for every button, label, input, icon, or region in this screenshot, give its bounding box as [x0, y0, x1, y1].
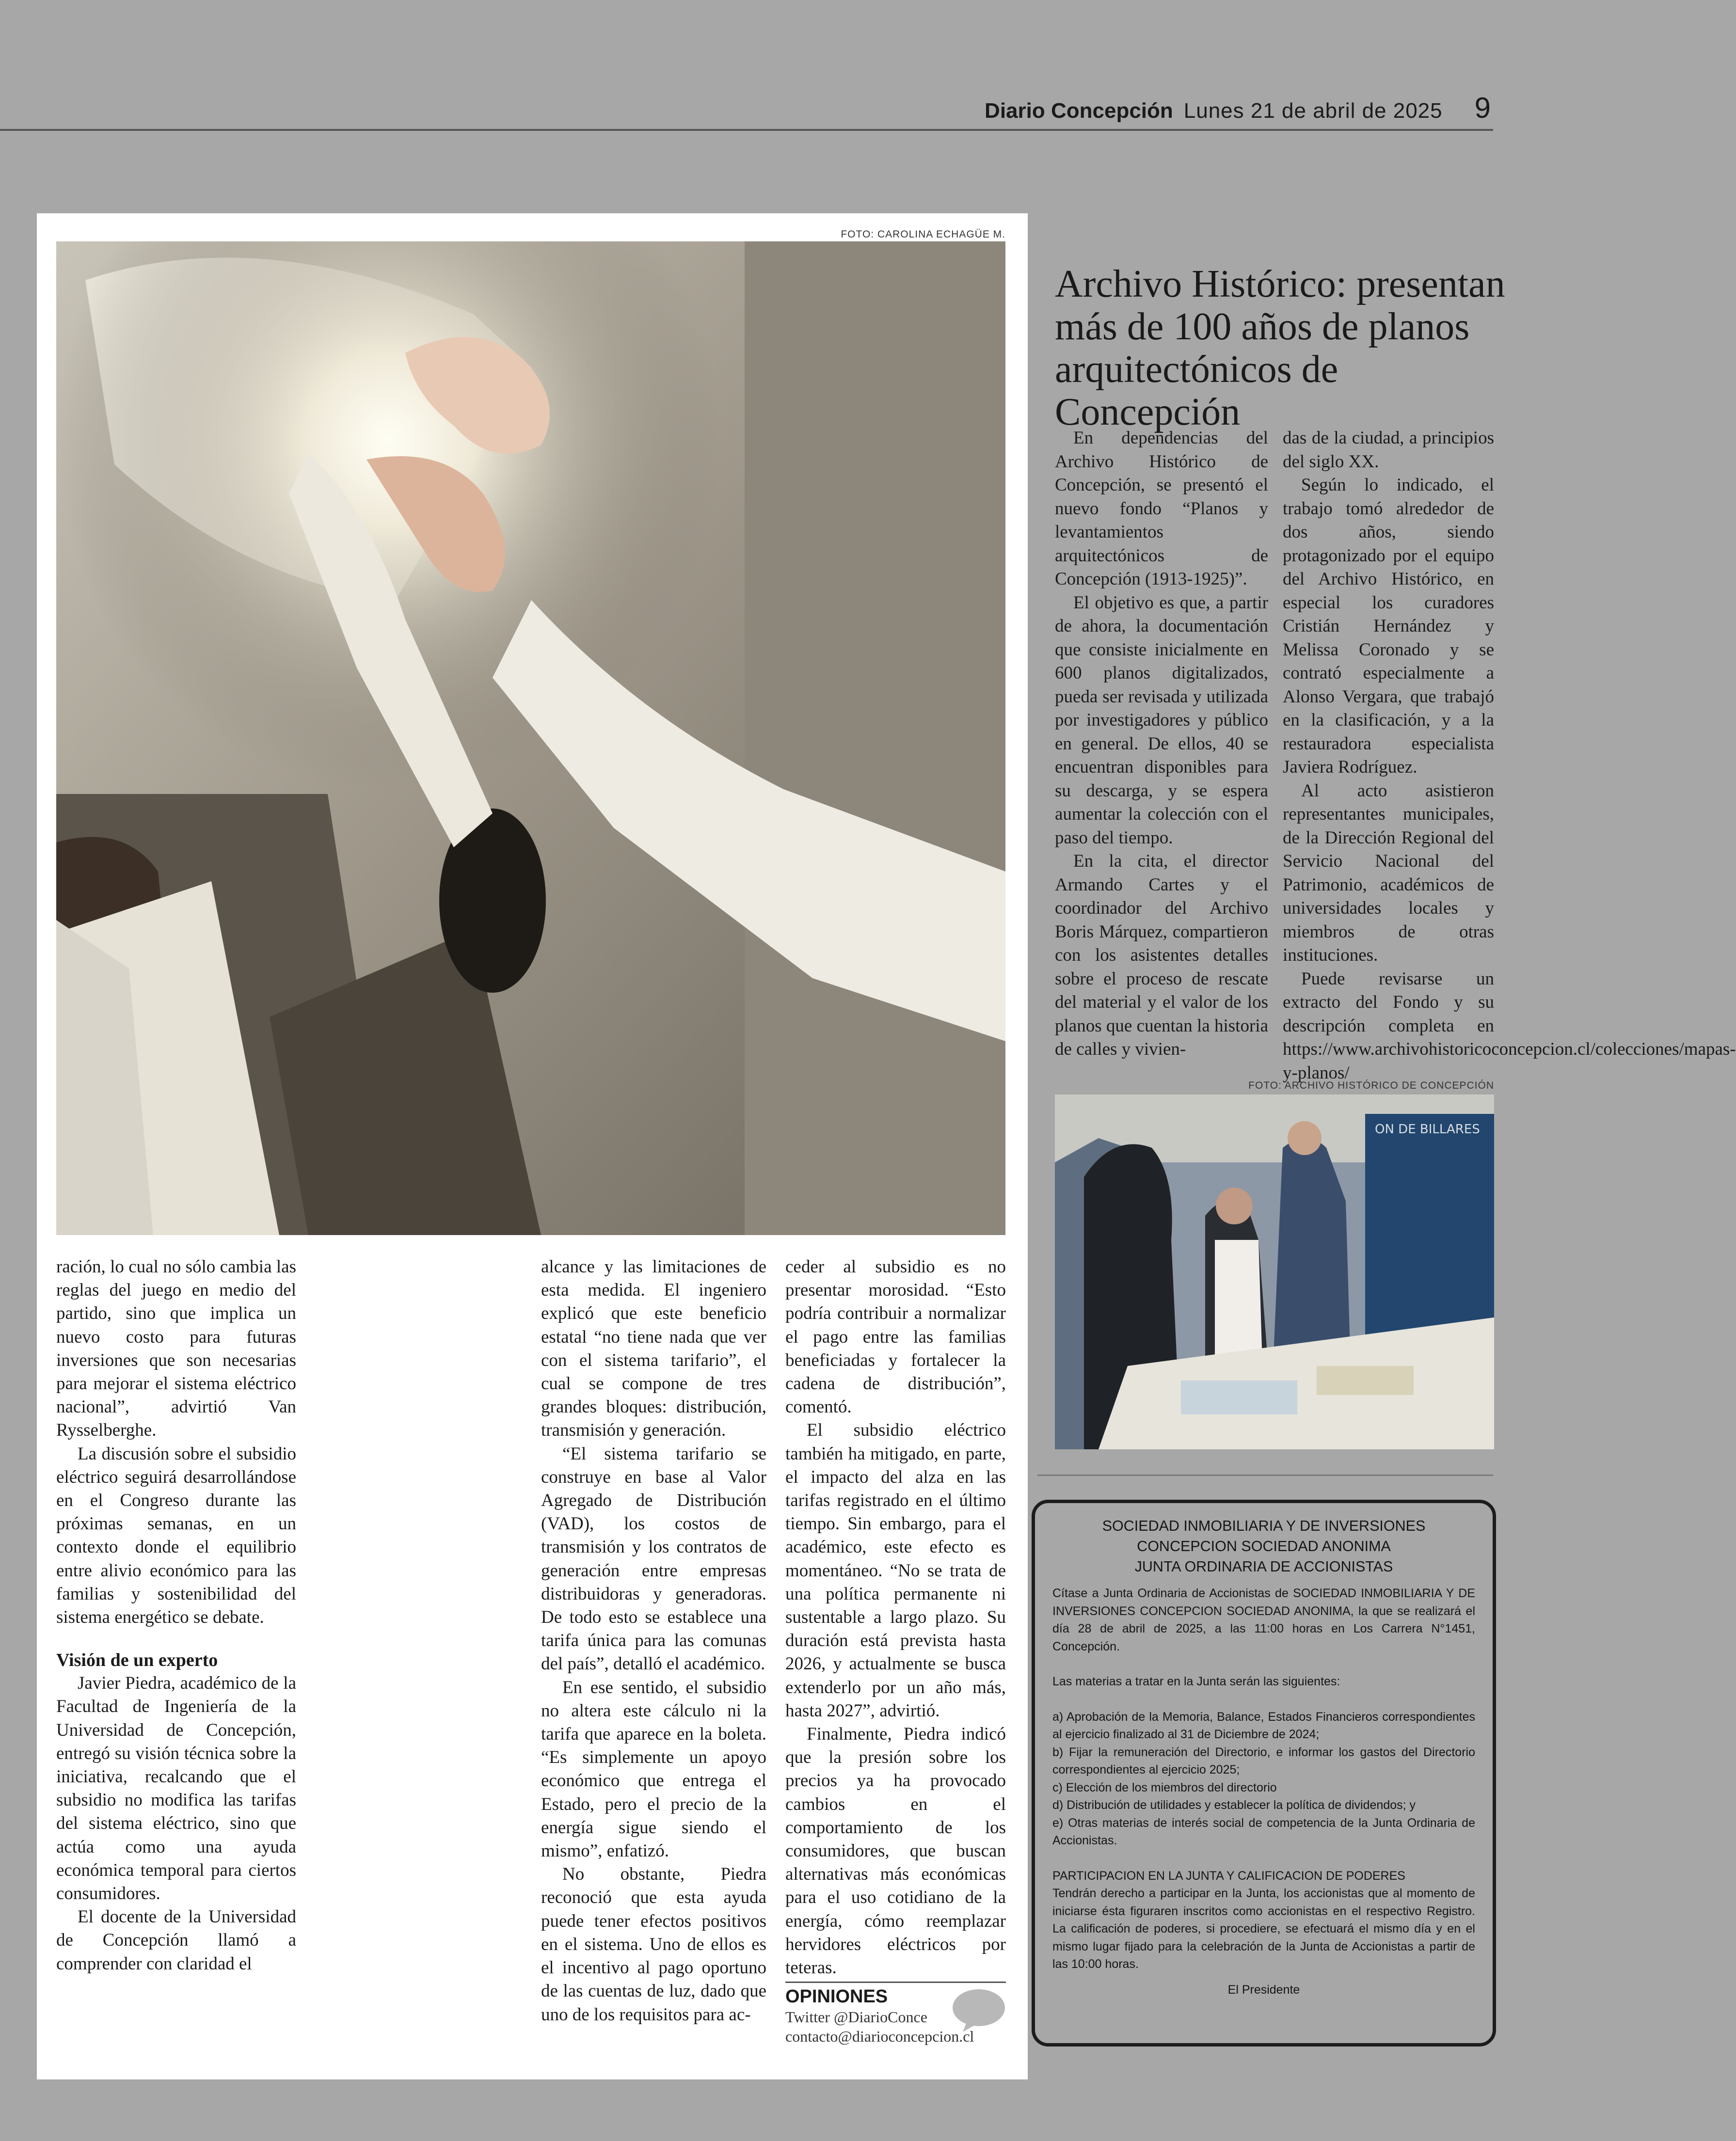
- paragraph: “El sistema tarifario se construye en base al Valor Agregado de Distribución (VAD), los costos de transmisión y los contratos de generación entre empresas distribuidoras y generadoras. De todo esto se establece una tarifa única para las comunas del país”, detalló el académico.: [541, 1443, 766, 1674]
- paragraph: ceder al subsidio es no presentar morosidad. “Esto podría contribuir a normalizar el pago entre las familias beneficiadas y fortalecer la cadena de distribución”, comentó.: [785, 1257, 1006, 1417]
- paragraph: El objetivo es que, a partir de ahora, la documentación que consiste inicialmente en 600 planos digitalizados, pueda ser revisada y utilizada por investigadores y público en general. De ellos, 40 se encuentran disponibles para su descarga, y se espera aumentar la colección con el paso del tiempo.: [1055, 592, 1268, 848]
- archive-visitors-photo: [1055, 1094, 1494, 1449]
- paragraph: En ese sentido, el subsidio no altera este cálculo ni la tarifa que aparece en la boleta. “Es simplemente un apoyo económico que entrega el Estado, pero el precio de la energía sigue siendo el mismo”, enfatizó.: [541, 1677, 766, 1861]
- paragraph: Según lo indicado, el trabajo tomó alrededor de dos años, siendo protagonizado por el equipo del Archivo Histórico, en especial los curadores Cristián Hernández y Melissa Coronado y se contrató especialmente a Alonso Vergara, que trabajó en la clasificación, y a la restauradora especialista Javiera Rodríguez.: [1283, 475, 1494, 777]
- opinions-twitter[interactable]: Twitter @DiarioConce: [785, 2008, 927, 2026]
- main-photo-credit: FOTO: CAROLINA ECHAGÜE M.: [841, 229, 1005, 240]
- opinions-title: OPINIONES: [785, 1986, 888, 2007]
- notice-item: e) Otras materias de interés social de competencia de la Junta Ordinaria de Accionistas.: [1052, 1816, 1475, 1847]
- notice-participation-title: PARTICIPACION EN LA JUNTA Y CALIFICACION DE PODERES: [1052, 1869, 1405, 1883]
- subheading: Visión de un experto: [56, 1650, 218, 1671]
- section-divider: [1037, 1475, 1493, 1476]
- paragraph: alcance y las limitaciones de esta medida. El ingeniero explicó que este beneficio estatal “no tiene nada que ver con el sistema tarifario”, el cual se compone de tres grandes bloques: distribución, transmisión y generación.: [541, 1257, 766, 1441]
- electric-article-panel: [37, 213, 1028, 2079]
- issue-date: Lunes 21 de abril de 2025: [1183, 99, 1443, 123]
- archive-column-1: [1055, 427, 1268, 1062]
- notice-intro: Cítase a Junta Ordinaria de Accionistas de SOCIEDAD INMOBILIARIA Y DE INVERSIONES CONCEPCION SOCIEDAD ANONIMA, la que se realizará el día 28 de abril de 2025, a las 11:00 horas en Los Carrera N°1451, Concepción.: [1052, 1586, 1475, 1653]
- paragraph: En la cita, el director Armando Cartes y el coordinador del Archivo Boris Márquez, compartieron con los asistentes detalles sobre el proceso de rescate del material y el valor de los planos que cuentan la historia de calles y vivien-: [1055, 851, 1268, 1059]
- article-column-3: [785, 1255, 1006, 1980]
- masthead: [985, 91, 1491, 125]
- paragraph: Javier Piedra, académico de la Facultad de Ingeniería de la Universidad de Concepción, entregó su visión técnica sobre la iniciativa, recalcando que el subsidio no modifica las tarifas del sistema eléctrico, sino que actúa como una ayuda económica temporal para ciertos consumidores.: [56, 1673, 296, 1904]
- notice-matters-intro: Las materias a tratar en la Junta serán las siguientes:: [1052, 1675, 1340, 1688]
- notice-signature: El Presidente: [1227, 1983, 1300, 1997]
- paragraph: La discusión sobre el subsidio eléctrico seguirá desarrollándose en el Congreso durante las próximas semanas, en un contexto donde el equilibrio entre alivio económico para las familias y sostenibilidad del sistema energético se debate.: [56, 1443, 296, 1628]
- paragraph: No obstante, Piedra reconoció que esta ayuda puede tener efectos positivos en el sistema. Uno de ellos es el incentivo al pago oportuno de las cuentas de luz, dado que uno de los requisitos para ac-: [541, 1864, 766, 2025]
- archive-url-paragraph: Puede revisarse un extracto del Fondo y su descripción completa en https://www.archivohistoricoconcepcion.cl/colecciones/mapas-y-planos/: [1283, 968, 1736, 1083]
- lamp-repair-photo: [56, 241, 1005, 1235]
- notice-item: b) Fijar la remuneración del Directorio, e informar los gastos del Directorio correspondientes al ejercicio 2025;: [1052, 1745, 1475, 1776]
- main-photo: [56, 241, 1005, 1235]
- opinions-email[interactable]: contacto@diarioconcepcion.cl: [785, 2028, 974, 2045]
- notice-item: c) Elección de los miembros del directorio: [1052, 1780, 1277, 1794]
- archive-photo-credit: FOTO: ARCHIVO HISTÓRICO DE CONCEPCIÓN: [1248, 1080, 1494, 1091]
- notice-item: d) Distribución de utilidades y establecer la política de dividendos; y: [1052, 1798, 1416, 1812]
- notice-title-line: CONCEPCION SOCIEDAD ANONIMA: [1137, 1538, 1391, 1554]
- archive-column-2: [1283, 427, 1736, 1085]
- archive-photo: [1055, 1094, 1494, 1449]
- paragraph: El subsidio eléctrico también ha mitigado, en parte, el impacto del alza en las tarifas registrado en el último tiempo. Sin embargo, para el académico, este efecto es momentáneo. “No se trata de una política permanente ni sustentable a largo plazo. Su duración está prevista hasta 2026, y actualmente se busca extenderlo por un año más, hasta 2027”, advirtió.: [785, 1420, 1006, 1721]
- speech-bubble-icon: [952, 1988, 1005, 2032]
- notice-participation-text: Tendrán derecho a participar en la Junta, los accionistas que al momento de iniciarse ésta figuraren inscritos como accionistas en el respectivo Registro. La calificación de poderes, si procediere, se efectuará el mismo día y en el mismo lugar fijado para la celebración de la Junta de Accionistas a partir de las 10:00 horas.: [1052, 1887, 1475, 1971]
- paragraph: Al acto asistieron representantes municipales, de la Dirección Regional del Servicio Nacional del Patrimonio, académicos de universidades locales y miembros de otras instituciones.: [1283, 780, 1494, 965]
- photo-sign-text: ON DE BILLARES: [1375, 1122, 1480, 1137]
- notice-title-line: SOCIEDAD INMOBILIARIA Y DE INVERSIONES: [1102, 1518, 1426, 1534]
- shareholders-notice: [1032, 1500, 1496, 2046]
- masthead-rule: [0, 129, 1493, 131]
- newspaper-name: Diario Concepción: [985, 99, 1173, 123]
- article-column-1: [56, 1255, 296, 1976]
- paragraph: En dependencias del Archivo Histórico de Concepción, se presentó el nuevo fondo “Planos y levantamientos arquitectónicos de Concepción (1913-1925)”.: [1055, 428, 1268, 589]
- paragraph: Finalmente, Piedra indicó que la presión sobre los precios ya ha provocado cambios en el comportamiento de los consumidores, que buscan alternativas más económicas para el uso cotidiano de la energía, cómo reemplazar hervidores eléctricos por teteras.: [785, 1724, 1006, 1978]
- notice-item: a) Aprobación de la Memoria, Balance, Estados Financieros correspondientes al ejercicio finalizado al 31 de Diciembre de 2024;: [1052, 1710, 1475, 1741]
- notice-title: [1035, 1516, 1493, 1577]
- page-number: 9: [1474, 92, 1491, 124]
- notice-body: [1052, 1585, 1475, 1973]
- archive-headline: Archivo Histórico: presentan más de 100 años de planos arquitectónicos de Concepción: [1055, 262, 1505, 433]
- article-column-2: [541, 1255, 766, 2027]
- notice-title-line: JUNTA ORDINARIA DE ACCIONISTAS: [1134, 1558, 1393, 1575]
- paragraph: ración, lo cual no sólo cambia las reglas del juego en medio del partido, sino que implica un nuevo costo para futuras inversiones que son necesarias para mejorar el sistema eléctrico nacional”, advirtió Van Rysselberghe.: [56, 1257, 296, 1441]
- paragraph: El docente de la Universidad de Concepción llamó a comprender con claridad el: [56, 1907, 296, 1974]
- paragraph: das de la ciudad, a principios del siglo XX.: [1283, 428, 1494, 472]
